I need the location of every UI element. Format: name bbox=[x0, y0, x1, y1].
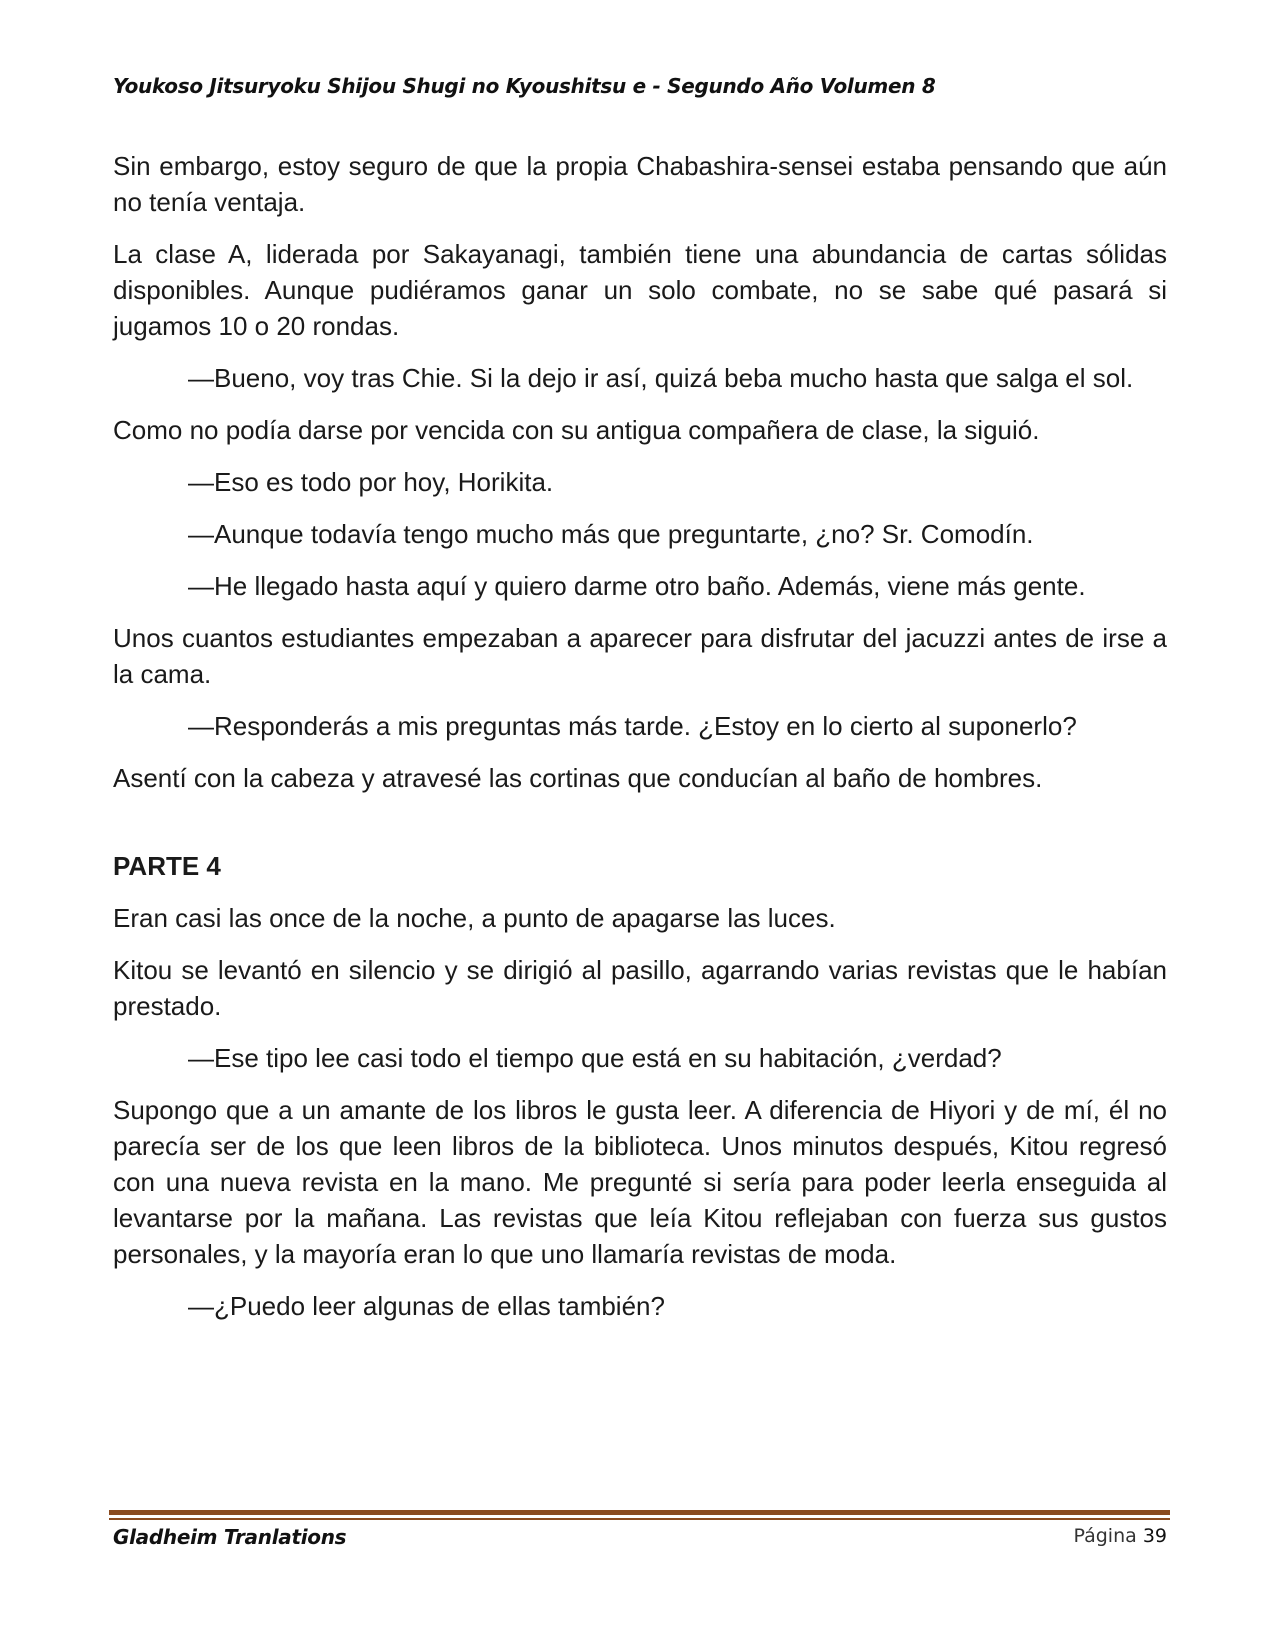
paragraph-2: La clase A, liderada por Sakayanagi, también tiene una abundancia de cartas sólidas disponibles. Aunque pudiéramos ganar un solo combate, no se sabe qué pasará si jugamos 10 o 20 rondas. bbox=[113, 239, 1167, 341]
dialog-line-5: —Responderás a mis preguntas más tarde. ¿Estoy en lo cierto al suponerlo? bbox=[188, 711, 1077, 741]
footer-publisher: Gladheim Tranlations bbox=[113, 1525, 347, 1549]
paragraph-14: Supongo que a un amante de los libros le gusta leer. A diferencia de Hiyori y de mí, él no parecía ser de los que leen libros de la biblioteca. Unos minutos después, Kitou regresó con una nueva revista en la mano. Me pregunté si sería para poder leerla enseguida al levantarse por la mañana. Las revistas que leía Kitou reflejaban con fuerza sus gustos personales, y la mayoría eran lo que uno llamaría revistas de moda. bbox=[113, 1095, 1167, 1269]
dialog-line-3: —Aunque todavía tengo mucho más que preguntarte, ¿no? Sr. Comodín. bbox=[188, 519, 1034, 549]
paragraph-10: Asentí con la cabeza y atravesé las cortinas que conducían al baño de hombres. bbox=[113, 763, 1043, 793]
running-header: Youkoso Jitsuryoku Shijou Shugi no Kyoushitsu e - Segundo Año Volumen 8 bbox=[113, 74, 936, 98]
footer-rule-thin bbox=[109, 1518, 1170, 1520]
footer-rule-thick bbox=[109, 1510, 1170, 1515]
dialog-line-6: —Ese tipo lee casi todo el tiempo que está en su habitación, ¿verdad? bbox=[188, 1043, 1002, 1073]
page-number: 39 bbox=[1142, 1525, 1167, 1547]
dialog-line-1: —Bueno, voy tras Chie. Si la dejo ir así, quizá beba mucho hasta que salga el sol. bbox=[188, 363, 1134, 393]
dialog-line-2: —Eso es todo por hoy, Horikita. bbox=[188, 467, 554, 497]
page-body bbox=[113, 148, 1167, 1340]
dialog-line-4: —He llegado hasta aquí y quiero darme otro baño. Además, viene más gente. bbox=[188, 571, 1086, 601]
paragraph-11: Eran casi las once de la noche, a punto de apagarse las luces. bbox=[113, 903, 836, 933]
dialog-line-7: —¿Puedo leer algunas de ellas también? bbox=[188, 1291, 665, 1321]
footer-page-indicator bbox=[1073, 1525, 1167, 1547]
paragraph-4: Como no podía darse por vencida con su antigua compañera de clase, la siguió. bbox=[113, 415, 1040, 445]
page-label: Página bbox=[1073, 1525, 1137, 1547]
paragraph-8: Unos cuantos estudiantes empezaban a aparecer para disfrutar del jacuzzi antes de irse a la cama. bbox=[113, 623, 1167, 689]
section-heading: PARTE 4 bbox=[113, 851, 221, 881]
paragraph-1: Sin embargo, estoy seguro de que la propia Chabashira-sensei estaba pensando que aún no tenía ventaja. bbox=[113, 151, 1167, 217]
paragraph-12: Kitou se levantó en silencio y se dirigió al pasillo, agarrando varias revistas que le habían prestado. bbox=[113, 955, 1167, 1021]
